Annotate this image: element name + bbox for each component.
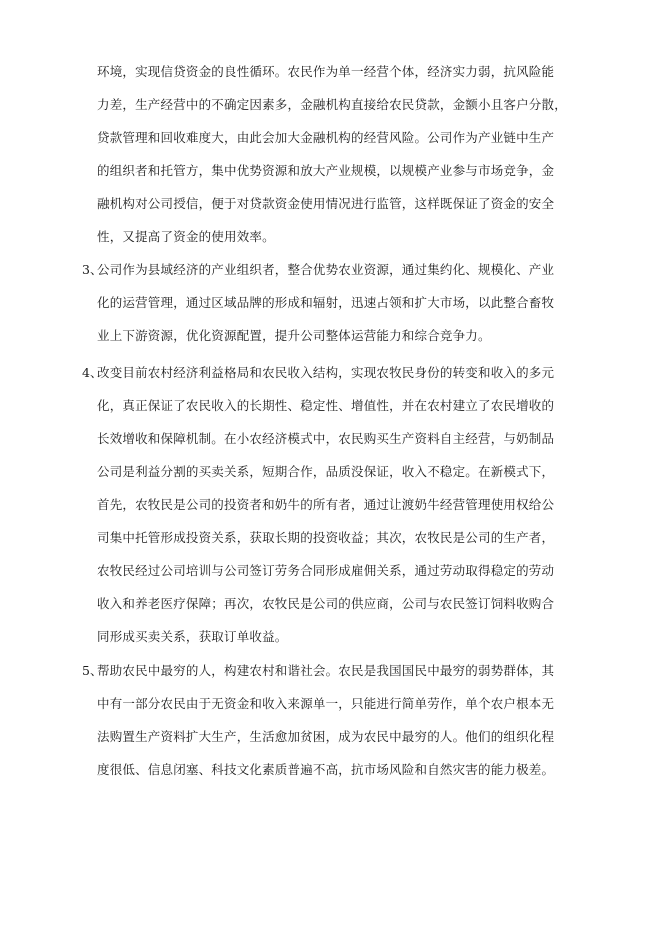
paragraph-line: 融机构对公司授信，便于对贷款资金使用情况进行监管，这样既保证了资金的安全 bbox=[97, 196, 555, 211]
paragraph-line: 收入和养老医疗保障；再次，农牧民是公司的供应商，公司与农民签订饲料收购合 bbox=[97, 596, 555, 611]
paragraph-line: 贷款管理和回收难度大，由此会加大金融机构的经营风险。公司作为产业链中生产 bbox=[97, 130, 555, 145]
paragraph-line: 司集中托管形成投资关系，获取长期的投资收益；其次，农牧民是公司的生产者， bbox=[97, 530, 555, 545]
paragraph-line: 的组织者和托管方，集中优势资源和放大产业规模，以规模产业参与市场竞争，金 bbox=[97, 163, 555, 178]
paragraph-line: 法购置生产资料扩大生产，生活愈加贫困，成为农民中最穷的人。他们的组织化程 bbox=[97, 729, 555, 744]
paragraph-line: 度很低、信息闭塞、科技文化素质普遍不高，抗市场风险和自然灾害的能力极差。 bbox=[97, 762, 555, 777]
paragraph-line: 环境，实现信贷资金的良性循环。农民作为单一经营个体，经济实力弱，抗风险能 bbox=[97, 64, 555, 79]
paragraph-line: 公司是利益分割的买卖关系，短期合作，品质没保证，收入不稳定。在新模式下， bbox=[97, 464, 555, 479]
paragraph-line: 帮助农民中最穷的人，构建农村和谐社会。农民是我国国民中最穷的弱势群体，其 bbox=[97, 663, 555, 678]
paragraph-line: 改变目前农村经济利益格局和农民收入结构，实现农牧民身份的转变和收入的多元 bbox=[97, 365, 555, 380]
paragraph-line: 首先，农牧民是公司的投资者和奶牛的所有者，通过让渡奶牛经营管理使用权给公 bbox=[97, 497, 555, 512]
paragraph-line: 同形成买卖关系，获取订单收益。 bbox=[97, 629, 288, 644]
paragraph-line: 力差，生产经营中的不确定因素多，金融机构直接给农民贷款，金额小且客户分散， bbox=[97, 97, 567, 112]
list-number: 5、 bbox=[82, 663, 103, 678]
paragraph-line: 化，真正保证了农民收入的长期性、稳定性、增值性，并在农村建立了农民增收的 bbox=[97, 398, 555, 413]
paragraph-line: 中有一部分农民由于无资金和收入来源单一，只能进行简单劳作，单个农户根本无 bbox=[97, 696, 555, 711]
paragraph-line: 公司作为县域经济的产业组织者，整合优势农业资源，通过集约化、规模化、产业 bbox=[97, 262, 555, 277]
paragraph-line: 性，又提高了资金的使用效率。 bbox=[97, 229, 275, 244]
paragraph-line: 农牧民经过公司培训与公司签订劳务合同形成雇佣关系，通过劳动取得稳定的劳动 bbox=[97, 563, 555, 578]
list-number: 4、 bbox=[82, 365, 103, 380]
paragraph-line: 长效增收和保障机制。在小农经济模式中，农民购买生产资料自主经营，与奶制品 bbox=[97, 431, 555, 446]
list-number: 3、 bbox=[82, 262, 103, 277]
paragraph-line: 化的运营管理，通过区域品牌的形成和辐射，迅速占领和扩大市场，以此整合畜牧 bbox=[97, 295, 555, 310]
paragraph-line: 业上下游资源，优化资源配置，提升公司整体运营能力和综合竞争力。 bbox=[97, 328, 491, 343]
